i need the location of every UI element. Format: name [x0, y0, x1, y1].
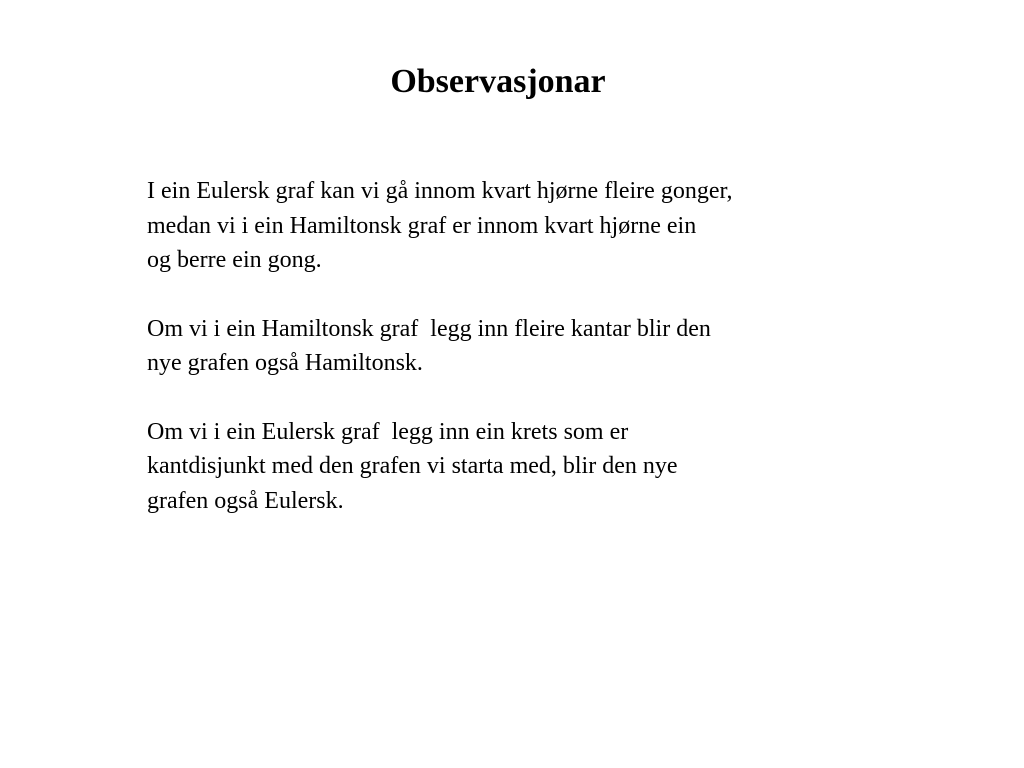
paragraph-line: medan vi i ein Hamiltonsk graf er innom kvart hjørne ein: [147, 212, 697, 239]
paragraph-line: Om vi i ein Eulersk graf legg inn ein krets som er: [147, 418, 629, 445]
paragraph-eulerian-circuit: [147, 415, 907, 519]
paragraph-euler-hamilton-comparison: [147, 174, 907, 278]
paragraph-line: kantdisjunkt med den grafen vi starta med, blir den nye: [147, 453, 678, 479]
paragraph-line: nye grafen også Hamiltonsk.: [147, 350, 423, 376]
paragraph-line: grafen også Eulersk.: [147, 487, 344, 514]
paragraph-line: og berre ein gong.: [147, 247, 322, 273]
slide-title: Observasjonar: [390, 63, 606, 100]
paragraph-line: Om vi i ein Hamiltonsk graf legg inn fleire kantar blir den: [147, 315, 711, 342]
paragraph-hamiltonian-edges: [147, 312, 907, 381]
slide-body: [147, 174, 907, 552]
paragraph-line: I ein Eulersk graf kan vi gå innom kvart hjørne fleire gonger,: [147, 178, 733, 204]
